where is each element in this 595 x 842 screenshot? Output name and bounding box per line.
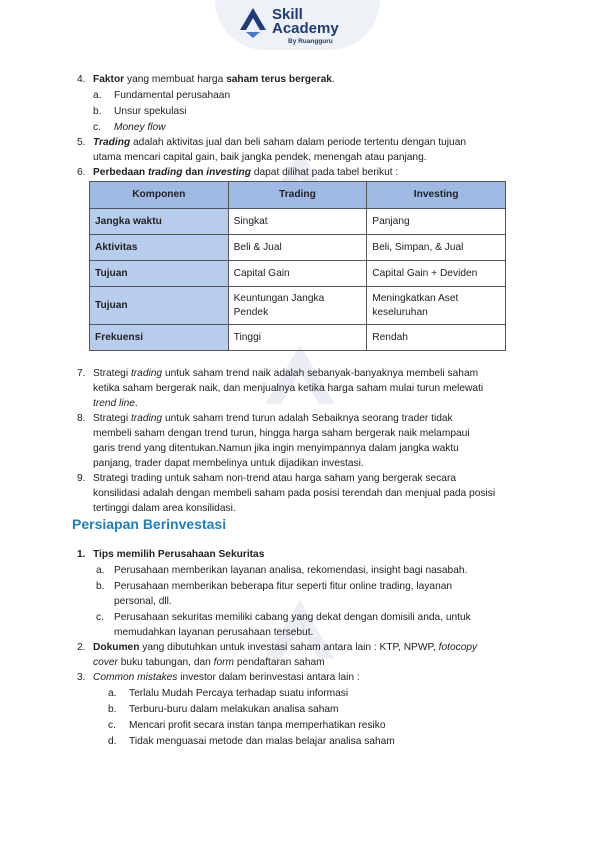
list-item-text: tertinggi dalam area konsilidasi. xyxy=(93,503,236,514)
sub-item-text: Perusahaan sekuritas memiliki cabang yang dekat dengan domisili anda, untuk xyxy=(114,612,471,623)
table-row xyxy=(90,235,506,261)
sub-letter: c. xyxy=(93,122,101,133)
sub-item-text: personal, dll. xyxy=(114,596,172,607)
list-item-text: Perbedaan trading dan investing dapat dilihat pada tabel berikut : xyxy=(93,167,399,178)
sub-item-text: Terburu-buru dalam melakukan analisa saham xyxy=(129,704,339,715)
sub-letter: c. xyxy=(96,612,104,623)
table-row xyxy=(90,325,506,351)
sub-item-text: Unsur spekulasi xyxy=(114,106,187,117)
comparison-table xyxy=(89,181,506,351)
sub-letter: b. xyxy=(96,581,105,592)
list-item-title: Tips memilih Perusahaan Sekuritas xyxy=(93,549,265,560)
list-number: 7. xyxy=(77,368,86,379)
list-number: 5. xyxy=(77,137,86,148)
list-number: 8. xyxy=(77,413,86,424)
sub-letter: a. xyxy=(93,90,102,101)
sub-item-text: Perusahaan memberikan layanan analisa, rekomendasi, insight bagi nasabah. xyxy=(114,565,468,576)
sub-letter: c. xyxy=(108,720,116,731)
list-item-text: konsilidasi adalah dengan membeli saham pada posisi terendah dan menjual pada posisi xyxy=(93,488,496,499)
table-cell: Beli, Simpan, & Jual xyxy=(367,235,506,261)
list-item-text: panjang, trader dapat membelinya untuk dijadikan investasi. xyxy=(93,458,364,469)
table-row-header: Tujuan xyxy=(90,261,229,287)
table-row-header: Tujuan xyxy=(90,287,229,325)
list-item-text: membeli saham dengan trend turun, hingga harga saham bergerak naik melampaui xyxy=(93,428,470,439)
list-item-text: Common mistakes investor dalam berinvestasi antara lain : xyxy=(93,672,360,683)
table-row-header: Frekuensi xyxy=(90,325,229,351)
sub-letter: a. xyxy=(108,688,117,699)
list-item-text: Faktor yang membuat harga saham terus bergerak. xyxy=(93,74,335,85)
table-row-header: Aktivitas xyxy=(90,235,229,261)
table-row xyxy=(90,209,506,235)
list-item-text: trend line. xyxy=(93,398,138,409)
table-cell: Capital Gain xyxy=(228,261,367,287)
list-item-text: Dokumen yang dibutuhkan untuk investasi saham antara lain : KTP, NPWP, fotocopy xyxy=(93,642,478,653)
sub-letter: a. xyxy=(96,565,105,576)
table-header-row xyxy=(90,182,506,209)
table-header-cell: Trading xyxy=(228,182,367,209)
sub-item-text: Fundamental perusahaan xyxy=(114,90,231,101)
list-number: 9. xyxy=(77,473,86,484)
list-item-text: Strategi trading untuk saham trend naik adalah sebanyak-banyaknya membeli saham xyxy=(93,368,479,379)
table-cell: Tinggi xyxy=(228,325,367,351)
table-header-cell: Investing xyxy=(367,182,506,209)
list-item-text: cover buku tabungan, dan form pendaftaran saham xyxy=(93,657,325,668)
sub-letter: b. xyxy=(93,106,102,117)
brand-line1: Skill xyxy=(272,6,303,23)
table-cell: Panjang xyxy=(367,209,506,235)
sub-item-text: memudahkan layanan perusahaan tersebut. xyxy=(114,627,314,638)
sub-item-text: Terlalu Mudah Percaya terhadap suatu informasi xyxy=(129,688,349,699)
table-row xyxy=(90,261,506,287)
table-cell: Meningkatkan Aset keseluruhan xyxy=(367,287,506,325)
sub-item-text: Perusahaan memberikan beberapa fitur seperti fitur online trading, layanan xyxy=(114,581,453,592)
brand-logo xyxy=(240,6,370,46)
table-cell: Beli & Jual xyxy=(228,235,367,261)
table-cell: Capital Gain + Deviden xyxy=(367,261,506,287)
skill-academy-logo-icon xyxy=(240,8,266,38)
list-item-text: Strategi trading untuk saham non-trend atau harga saham yang bergerak secara xyxy=(93,473,457,484)
list-item-text: Trading adalah aktivitas jual dan beli saham dalam periode tertentu dengan tujuan xyxy=(93,137,467,148)
brand-sub: By Ruangguru xyxy=(288,38,333,45)
sub-item-text: Tidak menguasai metode dan malas belajar analisa saham xyxy=(129,736,395,747)
table-row xyxy=(90,287,506,325)
list-item-text: garis trend yang ditentukan.Namun jika ingin menyimpannya dalam jangka waktu xyxy=(93,443,459,454)
list-number: 6. xyxy=(77,167,86,178)
table-cell: Rendah xyxy=(367,325,506,351)
table-cell: Keuntungan Jangka Pendek xyxy=(228,287,367,325)
list-number: 2. xyxy=(77,642,86,653)
list-item-text: ketika saham bergerak naik, dan menjualnya ketika harga saham mulai turun melewati xyxy=(93,383,484,394)
list-number: 1. xyxy=(77,549,86,560)
table-header-cell: Komponen xyxy=(90,182,229,209)
sub-item-text: Mencari profit secara instan tanpa memperhatikan resiko xyxy=(129,720,386,731)
sub-letter: d. xyxy=(108,736,117,747)
list-number: 3. xyxy=(77,672,86,683)
list-item-text: Strategi trading untuk saham trend turun adalah Sebaiknya seorang trader tidak xyxy=(93,413,453,424)
table-cell: Singkat xyxy=(228,209,367,235)
section-title: Persiapan Berinvestasi xyxy=(72,516,227,532)
brand-line2: Academy xyxy=(272,20,339,37)
table-row-header: Jangka waktu xyxy=(90,209,229,235)
list-number: 4. xyxy=(77,74,86,85)
sub-item-text: Money flow xyxy=(114,122,166,133)
list-item-text: utama mencari capital gain, baik jangka pendek, menengah atau panjang. xyxy=(93,152,427,163)
sub-letter: b. xyxy=(108,704,117,715)
